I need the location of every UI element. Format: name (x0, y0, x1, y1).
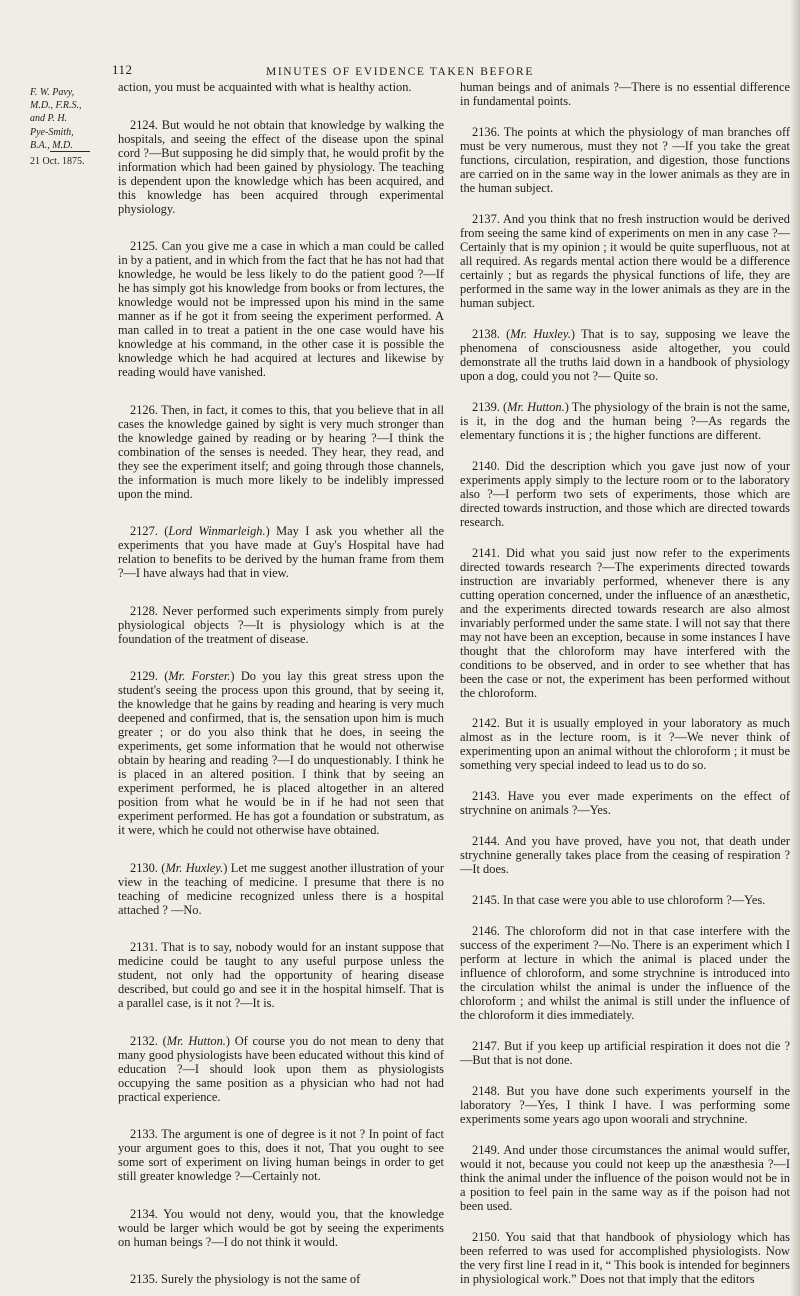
paragraph: action, you must be acquainted with what is healthy action. (118, 80, 412, 94)
page-number: 112 (112, 62, 133, 77)
witness-line: Pye-Smith, (30, 126, 74, 138)
paragraph: 2142. But it is usually employed in your laboratory as much almost as in the lecture room, is it ?—We never think of experimenting upon an animal without the chloroform ; it must be something very special indeed to lead us to do so. (460, 716, 790, 773)
paragraph (460, 327, 790, 383)
margin-note-witnesses (30, 86, 112, 168)
paragraph-text: ) Do you lay this great stress upon the student's seeing the process upon this ground, that by seeing it, the knowledge that he gains by reading and hearing is very much deepened and confirmed, that is, the sensation upon him is much greater ; or do you also think that he does, in seeing the experiments, get some information that he would not otherwise obtain by hearing and reading ?—I do unquestionably. I think he is placed in an altered position. I think that by seeing an experiment performed, he is placed altogether in an altered position from what he would be in if he had not seen that experiment performed. He has got a foundation or substratum, as it were, which he could not otherwise have obtained. (118, 669, 444, 837)
margin-divider (50, 151, 90, 152)
question-number: 2129. ( (130, 669, 169, 683)
paragraph-text: ) Let me suggest another illustration of your view in the teaching of medicine. I presume that there is no teaching of medicine recognized unless there is a hospital attached ? —No. (118, 860, 445, 917)
speaker-name: Mr. Forster. (168, 669, 231, 683)
right-column (460, 80, 790, 1286)
speaker-name: Mr. Hutton. (507, 399, 565, 414)
speaker-name: Mr. Hutton. (166, 1033, 226, 1048)
left-column (118, 80, 444, 1286)
witness-line: F. W. Pavy, (30, 87, 75, 98)
paragraph (118, 524, 444, 580)
paragraph-text: ) May I ask you whether all the experiments that you have made at Guy's Hospital have had relation to benefits to be derived by the human frame from them ?—I have always had that in view. (118, 524, 444, 580)
paragraph: 2128. Never performed such experiments simply from purely physiological objects ?—It is physiology which is at the foundation of the treatment of disease. (118, 603, 444, 646)
question-number: 2139. ( (472, 399, 508, 414)
paragraph: 2133. The argument is one of degree is it not ? In point of fact your argument goes to this, does it not, That you ought to see some sort of experiment on living human beings in order to get still greater knowledge ?—Certainly not. (118, 1127, 444, 1183)
paragraph: 2143. Have you ever made experiments on the effect of strychnine on animals ?—Yes. (460, 789, 790, 818)
running-head: MINUTES OF EVIDENCE TAKEN BEFORE (266, 66, 534, 78)
question-number: 2138. ( (472, 326, 511, 341)
hearing-date: 21 Oct. 1875. (30, 156, 85, 168)
paragraph: 2141. Did what you said just now refer to the experiments directed towards research ?—The experiments directed towards instruction are invariably performed, whenever there is any cutting operation concerned, under the influence of an anæsthetic, and the experiments directed towards research are also almost invariably performed under the same state. I will not say that there may not have been an exception, because in some instances I have thought that the chloroform may have interfered with the conditions to be observed, and in order to see whether that has been the case or not, the experiment has been performed without the chloroform. (460, 545, 790, 700)
speaker-name: Lord Winmarleigh. (168, 524, 266, 538)
witness-line: B.A., M.D. (30, 139, 73, 151)
paragraph (118, 669, 444, 837)
witness-line: M.D., F.R.S., (30, 100, 82, 112)
paragraph-text: ) That is to say, supposing we leave the phenomena of consciousness aside altogether, you could demonstrate all the truths laid down in a handbook of physiology upon a dog, could you not ?— Quite so. (460, 326, 791, 383)
paragraph (460, 400, 790, 442)
paragraph (118, 861, 444, 917)
page-edge-shadow (790, 0, 800, 1296)
paragraph: 2144. And you have proved, have you not, that death under strychnine generally takes place from the ceasing of respiration ?—It does. (460, 834, 790, 877)
paragraph: 2147. But if you keep up artificial respiration it does not die ?—But that is not done. (460, 1039, 790, 1068)
paragraph: 2134. You would not deny, would you, that the knowledge would be larger which would be got by seeing the experiments on human beings ?—I do not think it would. (118, 1206, 444, 1249)
paragraph: 2137. And you think that no fresh instruction would be derived from seeing the same kind of experiments on men in any case ?—Certainly that is my opinion ; it would be quite superfluous, not at all required. As regards mental action there would be a difference certainly ; but as regards the physical functions of life, they are performed in the same way in the lower animals as they are in the human subject. (460, 211, 790, 310)
paragraph: 2135. Surely the physiology is not the same of (130, 1272, 361, 1286)
witness-line: and P. H. (30, 113, 68, 125)
paragraph: 2145. In that case were you able to use chloroform ?—Yes. (472, 893, 766, 908)
speaker-name: Mr. Huxley. (165, 860, 224, 875)
paragraph: 2131. That is to say, nobody would for an instant suppose that medicine could be taught to any useful purpose unless the student, not only had the opportunity of hearing disease described, but could go and see it in the hospital himself. That is a parallel case, is it not ?—It is. (118, 940, 444, 1010)
speaker-name: Mr. Huxley. (510, 326, 571, 341)
paragraph: human beings and of animals ?—There is no essential difference in fundamental points. (460, 80, 790, 108)
question-number: 2130. ( (130, 860, 166, 875)
paragraph (118, 1034, 444, 1104)
paragraph-text: ) The physiology of the brain is not the same, is it, in the dog and the human being ?—As regards the elementary functions it is ; the higher functions are different. (460, 399, 791, 442)
paragraph: 2150. You said that that handbook of physiology which has been referred to was used for accomplished physiologists. Now the very first line I read in it, “ This book is intended for beginners in physiological work.” Does not that imply that the editors (460, 1229, 790, 1286)
question-number: 2132. ( (130, 1033, 167, 1048)
paragraph: 2148. But you have done such experiments yourself in the laboratory ?—Yes, I think I have. I was performing some experiments some years ago upon woorali and strychnine. (460, 1083, 790, 1126)
paragraph: 2149. And under those circumstances the animal would suffer, would it not, because you could not keep up the anæsthesia ?—I think the animal under the influence of the poison would not be in a position to feel pain in the same way as if the poison had not been used. (460, 1142, 790, 1213)
paragraph: 2146. The chloroform did not in that case interfere with the success of the experiment ?—No. There is an experiment which I perform at lecture in which the animal is placed under the influence of chloroform, and some strychnine is introduced into the circulation whilst the animal is under the influence of the chloroform ; and whilst the animal is still under the influence of the chloroform it dies immediately. (460, 924, 790, 1023)
paragraph: 2124. But would he not obtain that knowledge by walking the hospitals, and seeing the effect of the disease upon the spinal cord ?—But supposing he did simply that, he would profit by the information which had been gained by physiology. The teaching is dependent upon the knowledge which has been acquired, and this knowledge has been acquired through experimental physiology. (118, 117, 444, 216)
question-number: 2127. ( (130, 524, 169, 538)
paragraph: 2125. Can you give me a case in which a man could be called in by a patient, and in which from the fact that he has not had that knowledge, he would be less likely to do the patient good ?—If he has simply got his knowledge from books or from lectures, the knowledge would not be impressed upon his mind in the same manner as if he got it from seeing the experiment performed. A man called in to treat a patient in the one case would have his knowledge at his command, in the other case it is possible the knowledge which he had acquired at lectures and likewise by reading would have vanished. (118, 239, 444, 379)
paragraph: 2126. Then, in fact, it comes to this, that you believe that in all cases the knowledge gained by sight is very much stronger than the knowledge gained by reading or by hearing ?—I think the combination of the senses is needed. They hear, they read, and they see the experiment itself; and going through those channels, the information is much more likely to be indelibly impressed upon the mind. (118, 402, 444, 501)
paragraph-text: ) Of course you do not mean to deny that many good physiologists have been educated without this kind of education ?—I should look upon them as physiologists occupying the same position as a physician who had not had practical experience. (118, 1033, 444, 1104)
paragraph: 2136. The points at which the physiology of man branches off must be very numerous, must they not ? —If you take the great functions, circulation, respiration, and digestion, those functions are carried on in the same way in the lower animals as they are in the human subject. (460, 124, 790, 195)
paragraph: 2140. Did the description which you gave just now of your experiments apply simply to the lecture room or to the laboratory also ?—I perform two sets of experiments, those which are directed towards instruction, and those which are directed towards research. (460, 458, 790, 529)
